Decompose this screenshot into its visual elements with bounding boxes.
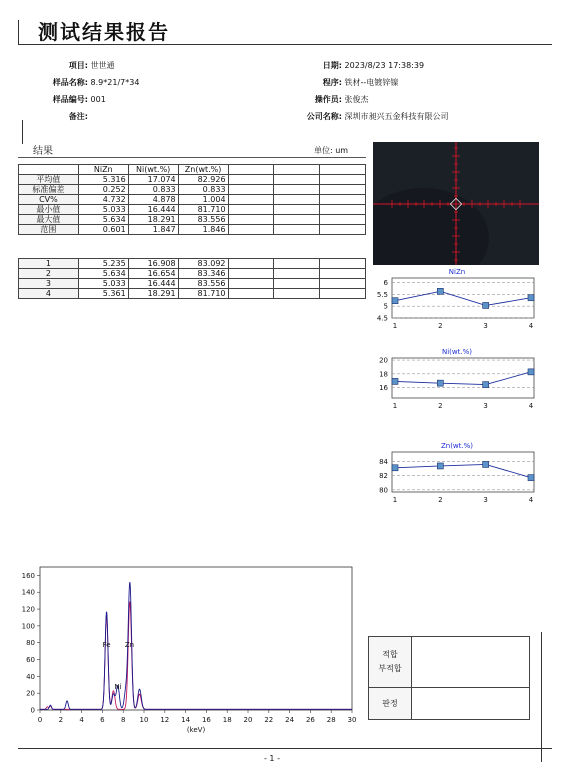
spectrum-x-tick-label: 20 [243,716,253,724]
field-label: 备注: [68,112,88,121]
table-cell [320,279,366,289]
table-row [19,215,366,225]
field-sample-number [30,91,230,108]
row-label-cell: CV% [19,195,79,205]
table-cell: 4.732 [78,195,128,205]
spectrum-x-tick-label: 30 [347,716,357,724]
field-value: 8.9*21/7*34 [90,78,140,87]
table-cell: 16.444 [128,205,178,215]
table-cell [274,205,320,215]
trend-y-tick-label: 16 [379,384,388,393]
table-cell [320,225,366,235]
spectrum-chart [18,560,362,742]
spectrum-y-tick-label: 100 [21,622,35,631]
row-label-cell: 范围 [19,225,79,235]
title-sideline [18,20,19,44]
table-cell: 5.634 [78,269,128,279]
trend-x-tick-label: 4 [528,496,534,504]
rows-body [19,259,366,299]
table-row [19,185,366,195]
field-program [296,74,556,91]
trend-point [437,463,443,469]
trend-point [392,298,398,304]
info-left [30,57,230,125]
table-cell [320,195,366,205]
footer-rule [18,748,552,749]
field-label: 操作员: [314,95,342,104]
table-row [19,279,366,289]
table-cell: 5.634 [78,215,128,225]
trend-x-tick-label: 2 [438,402,443,410]
sample-shadow [373,188,489,265]
spectrum-annotation: Ni [114,682,122,691]
spectrum-x-tick-label: 12 [160,716,170,724]
spectrum-x-tick-label: 4 [79,716,84,724]
table-cell [228,215,274,225]
trend-point [392,465,398,471]
trend-point [437,380,443,386]
trend-point [483,461,489,467]
info-right [296,57,556,125]
field-value: 世世通 [90,61,115,70]
table-cell [228,269,274,279]
header-cell [320,165,366,175]
table-row [19,205,366,215]
trend-y-tick-label: 6 [383,279,388,288]
table-cell: 1.004 [178,195,228,205]
trend-x-tick-label: 1 [392,402,398,410]
spectrum-x-label: (keV) [186,726,206,734]
table-cell: 83.556 [178,215,228,225]
spectrum-y-tick-label: 120 [21,605,35,614]
field-value: 深圳市昶兴五金科技有限公司 [344,112,449,121]
camera-svg [373,142,539,265]
field-value: 铁材--电镀锌镍 [344,78,399,87]
table-row [19,225,366,235]
spectrum-y-tick-label: 140 [21,588,35,597]
row-label-cell: 1 [19,259,79,269]
trend-plot-area [392,358,534,398]
table-cell [274,225,320,235]
field-label: 程序: [322,78,342,87]
table-cell [320,205,366,215]
field-label: 样品编号: [52,95,88,104]
trend-y-tick-label: 5.5 [376,290,388,299]
field-label: 日期: [322,61,342,70]
trend-title: Zn(wt.%) [440,442,474,450]
trend-title: NiZn [448,268,466,276]
field-sample-name [30,74,230,91]
field-remark [30,108,230,125]
spectrum-x-tick-label: 24 [285,716,295,724]
spectrum-annotation: Fe [102,640,111,649]
spectrum-x-tick-label: 10 [139,716,149,724]
spectrum-x-tick-label: 16 [201,716,211,724]
table-cell: 81.710 [178,289,228,299]
header-cell [274,165,320,175]
spectrum-x-tick-label: 14 [181,716,191,724]
trend-title: Ni(wt.%) [442,348,472,356]
trend-x-tick-label: 3 [483,402,488,410]
pass-label: 적합 [382,650,398,659]
field-value: 2023/8/23 17:38:39 [344,61,425,70]
table-cell [274,259,320,269]
judge-label-cell [369,637,412,688]
trend-point [528,369,534,375]
trend-x-tick-label: 1 [392,322,398,330]
header-cell: Ni(wt.%) [128,165,178,175]
table-cell [228,195,274,205]
row-label-cell: 2 [19,269,79,279]
trend-x-tick-label: 1 [392,496,398,504]
field-label: 样品名称: [52,78,88,87]
table-cell: 18.291 [128,215,178,225]
title-underline [18,44,552,45]
spectrum-plot-area [40,567,352,710]
trend-point [483,302,489,308]
trend-charts [364,262,544,530]
trend-point [483,382,489,388]
info-sideline [22,120,23,144]
table-row [19,289,366,299]
table-cell [320,185,366,195]
results-label: 结果 [33,146,53,157]
spectrum-y-tick-label: 60 [26,656,35,665]
table-cell [228,205,274,215]
measurements-table [18,258,366,299]
trend-point [528,295,534,301]
fail-label: 부적합 [378,664,402,673]
spectrum-x-tick-label: 6 [100,716,105,724]
table-cell: 17.074 [128,175,178,185]
row-label-cell: 最小值 [19,205,79,215]
table-cell: 5.316 [78,175,128,185]
trend-point [528,475,534,481]
header-cell: NiZn [78,165,128,175]
judge-table [368,636,530,720]
table-cell: 5.235 [78,259,128,269]
trend-y-tick-label: 80 [379,486,388,495]
table-cell: 0.833 [128,185,178,195]
trend-x-tick-label: 4 [528,322,534,330]
camera-image [373,142,539,265]
table-cell: 83.556 [178,279,228,289]
table-row [19,195,366,205]
spectrum-y-tick-label: 160 [21,571,35,580]
trend-point [392,378,398,384]
row-label-cell: 4 [19,289,79,299]
table-cell: 5.361 [78,289,128,299]
table-cell [320,269,366,279]
field-company [296,108,556,125]
trend-x-tick-label: 2 [438,322,443,330]
spectrum-x-tick-label: 8 [120,716,126,724]
judge-sideline [541,632,542,762]
stats-body [19,175,366,235]
table-cell [228,175,274,185]
table-cell [228,289,274,299]
table-cell [320,259,366,269]
spectrum-x-tick-label: 0 [37,716,43,724]
field-operator [296,91,556,108]
table-cell: 1.846 [178,225,228,235]
trend-y-tick-label: 82 [379,472,388,481]
table-cell: 4.878 [128,195,178,205]
field-project [30,57,230,74]
trend-x-tick-label: 4 [528,402,534,410]
table-cell: 83.346 [178,269,228,279]
spectrum-y-tick-label: 80 [26,639,35,648]
table-cell [320,215,366,225]
header-cell [228,165,274,175]
table-cell: 16.908 [128,259,178,269]
spectrum-x-tick-label: 22 [264,716,274,724]
table-cell: 82.926 [178,175,228,185]
table-cell: 0.833 [178,185,228,195]
table-cell [274,175,320,185]
table-cell [228,279,274,289]
row-label-cell: 3 [19,279,79,289]
table-cell: 5.033 [78,205,128,215]
results-rule [18,157,366,158]
row-label-cell: 平均值 [19,175,79,185]
trend-y-tick-label: 84 [379,457,388,466]
field-date [296,57,556,74]
table-cell [274,269,320,279]
spectrum-annotation: Zn [124,640,135,649]
table-cell: 16.444 [128,279,178,289]
table-row [19,259,366,269]
trend-x-tick-label: 2 [438,496,443,504]
field-label: 项目: [68,61,88,70]
spectrum-x-tick-label: 18 [222,716,232,724]
verdict-label: 판정 [369,688,412,720]
table-cell: 0.601 [78,225,128,235]
page-title: 测试结果报告 [38,20,170,44]
table-cell: 18.291 [128,289,178,299]
spectrum-y-tick-label: 20 [26,689,35,698]
table-header-row [19,165,366,175]
page-number: - 1 - [264,754,280,763]
trend-y-tick-label: 18 [379,370,388,379]
table-cell [274,215,320,225]
table-cell: 1.847 [128,225,178,235]
spectrum-x-tick-label: 28 [326,716,336,724]
row-label-cell: 标准偏差 [19,185,79,195]
spectrum-y-tick-label: 40 [26,672,35,681]
header-cell: Zn(wt.%) [178,165,228,175]
table-row [19,175,366,185]
header-cell [19,165,79,175]
spectrum-x-tick-label: 2 [58,716,64,724]
trend-point [437,288,443,294]
table-cell [320,289,366,299]
table-cell [228,185,274,195]
verdict-value [412,688,530,720]
table-cell [274,289,320,299]
table-row [19,269,366,279]
table-cell: 5.033 [78,279,128,289]
table-cell [228,225,274,235]
stats-table [18,164,366,235]
trend-y-tick-label: 20 [379,356,388,365]
table-cell [320,175,366,185]
table-cell: 81.710 [178,205,228,215]
table-cell [274,279,320,289]
row-label-cell: 最大值 [19,215,79,225]
field-label: 公司名称: [306,112,342,121]
spectrum-y-tick-label: 0 [30,706,35,715]
judge-result-cell [412,637,530,688]
spectrum-x-tick-label: 26 [305,716,315,724]
table-cell [228,259,274,269]
table-cell: 16.654 [128,269,178,279]
trend-y-tick-label: 4.5 [376,314,388,323]
table-cell: 0.252 [78,185,128,195]
field-value: 001 [90,95,106,104]
trend-x-tick-label: 3 [483,496,488,504]
trend-y-tick-label: 5 [383,302,388,311]
table-cell: 83.092 [178,259,228,269]
unit-label: 单位: um [314,146,349,155]
table-cell [274,195,320,205]
field-value: 张俊杰 [344,95,369,104]
trend-x-tick-label: 3 [483,322,488,330]
table-cell [274,185,320,195]
